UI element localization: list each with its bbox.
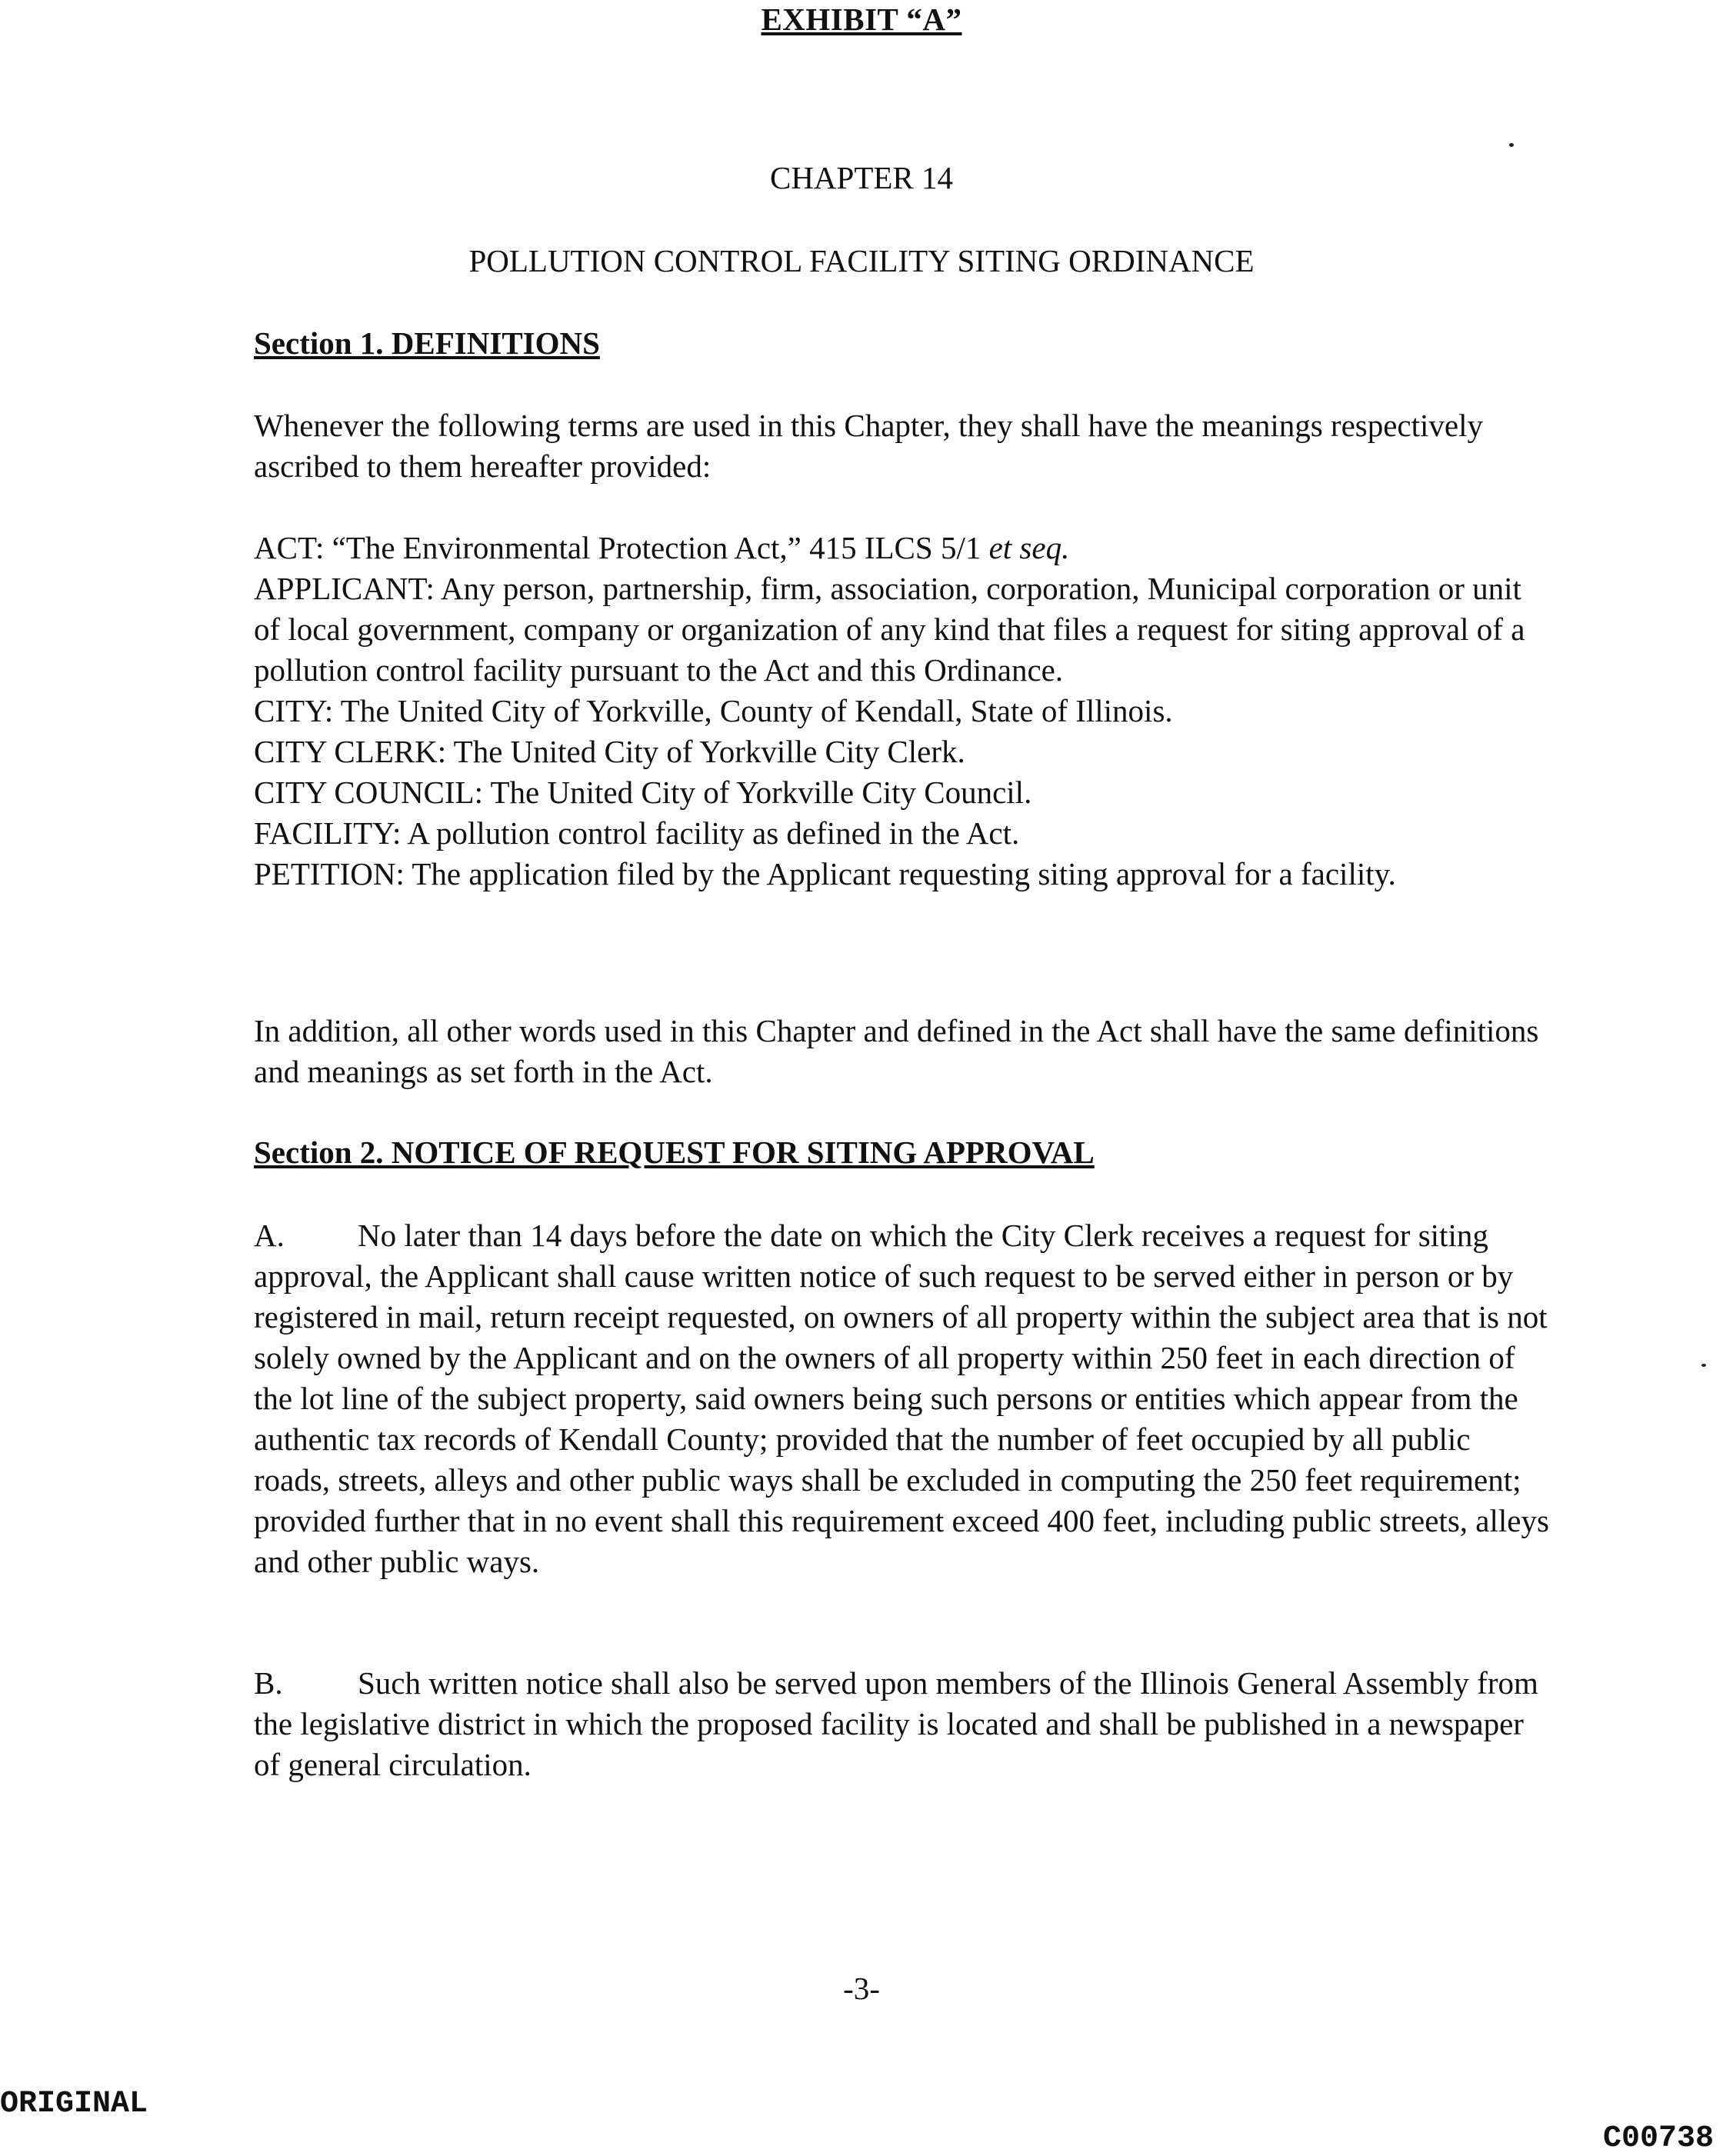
paragraph-a [254, 1215, 1554, 1582]
definition-facility: FACILITY: A pollution control facility as defined in the Act. [254, 815, 1020, 851]
definition-petition: PETITION: The application filed by the Applicant requesting siting approval for a facility. [254, 856, 1396, 891]
section-2-heading [254, 1132, 1554, 1173]
paragraph-a-text: No later than 14 days before the date on which the City Clerk receives a request for siting approval, the Applicant shall cause written notice of such request to be served either in person or by registered in mail, return receipt requested, on owners of all property within the subject area that is not solely owned by the Applicant and on the owners of all property within 250 feet in each direction of the lot line of the subject property, said owners being such persons or entities which appear from the authentic tax records of Kendall County; provided that the number of feet occupied by all public roads, streets, alleys and other public ways shall be excluded in computing the 250 feet requirement; provided further that in no event shall this requirement exceed 400 feet, including public streets, alleys and other public ways. [254, 1218, 1549, 1579]
section-1-heading [254, 323, 1554, 364]
scan-speck [1701, 1364, 1706, 1367]
chapter-heading: CHAPTER 14 [769, 160, 954, 195]
definition-act-text: ACT: “The Environmental Protection Act,” 415 ILCS 5/1 [254, 530, 989, 565]
definition-city-council: CITY COUNCIL: The United City of Yorkville City Council. [254, 775, 1032, 810]
page-number: -3- [843, 1971, 880, 2006]
definitions-list [254, 528, 1554, 895]
ordinance-title: POLLUTION CONTROL FACILITY SITING ORDINANCE [468, 243, 1255, 278]
paragraph-b [254, 1663, 1554, 1785]
intro-paragraph: Whenever the following terms are used in this Chapter, they shall have the meanings respectively ascribed to them hereafter provided: [254, 408, 1483, 484]
section-2-paragraph-a [254, 1215, 1554, 1582]
paragraph-a-label: A. [254, 1218, 285, 1253]
exhibit-heading: EXHIBIT “A” [761, 2, 962, 37]
section-heading: Section 2. NOTICE OF REQUEST FOR SITING APPROVAL [254, 1135, 1095, 1170]
definition-applicant: APPLICANT: Any person, partnership, firm, association, corporation, Municipal corporation or unit of local government, company or organization of any kind that files a request for siting approval of a pollution control facility pursuant to the Act and this Ordinance. [254, 571, 1525, 688]
section-heading: Section 1. DEFINITIONS [254, 325, 600, 361]
paragraph-b-text: Such written notice shall also be served upon members of the Illinois General Assembly from the legislative district in which the proposed facility is located and shall be published in a newspaper of general circulation. [254, 1665, 1538, 1782]
definition-act-italic: et seq. [988, 530, 1070, 565]
scan-speck [1509, 143, 1514, 147]
closing-paragraph: In addition, all other words used in this Chapter and defined in the Act shall have the same definitions and meanings as set forth in the Act. [254, 1013, 1539, 1089]
paragraph-b-label: B. [254, 1665, 283, 1701]
document-id-stamp: C00738 [1602, 2121, 1714, 2156]
definition-act [254, 528, 1554, 568]
section-2-paragraph-b [254, 1663, 1554, 1785]
definition-city-clerk: CITY CLERK: The United City of Yorkville City Clerk. [254, 734, 965, 769]
definition-city: CITY: The United City of Yorkville, County of Kendall, State of Illinois. [254, 693, 1173, 728]
section-1-closing [254, 1011, 1554, 1092]
section-1-intro [254, 405, 1554, 487]
original-stamp: ORIGINAL [0, 2087, 148, 2121]
